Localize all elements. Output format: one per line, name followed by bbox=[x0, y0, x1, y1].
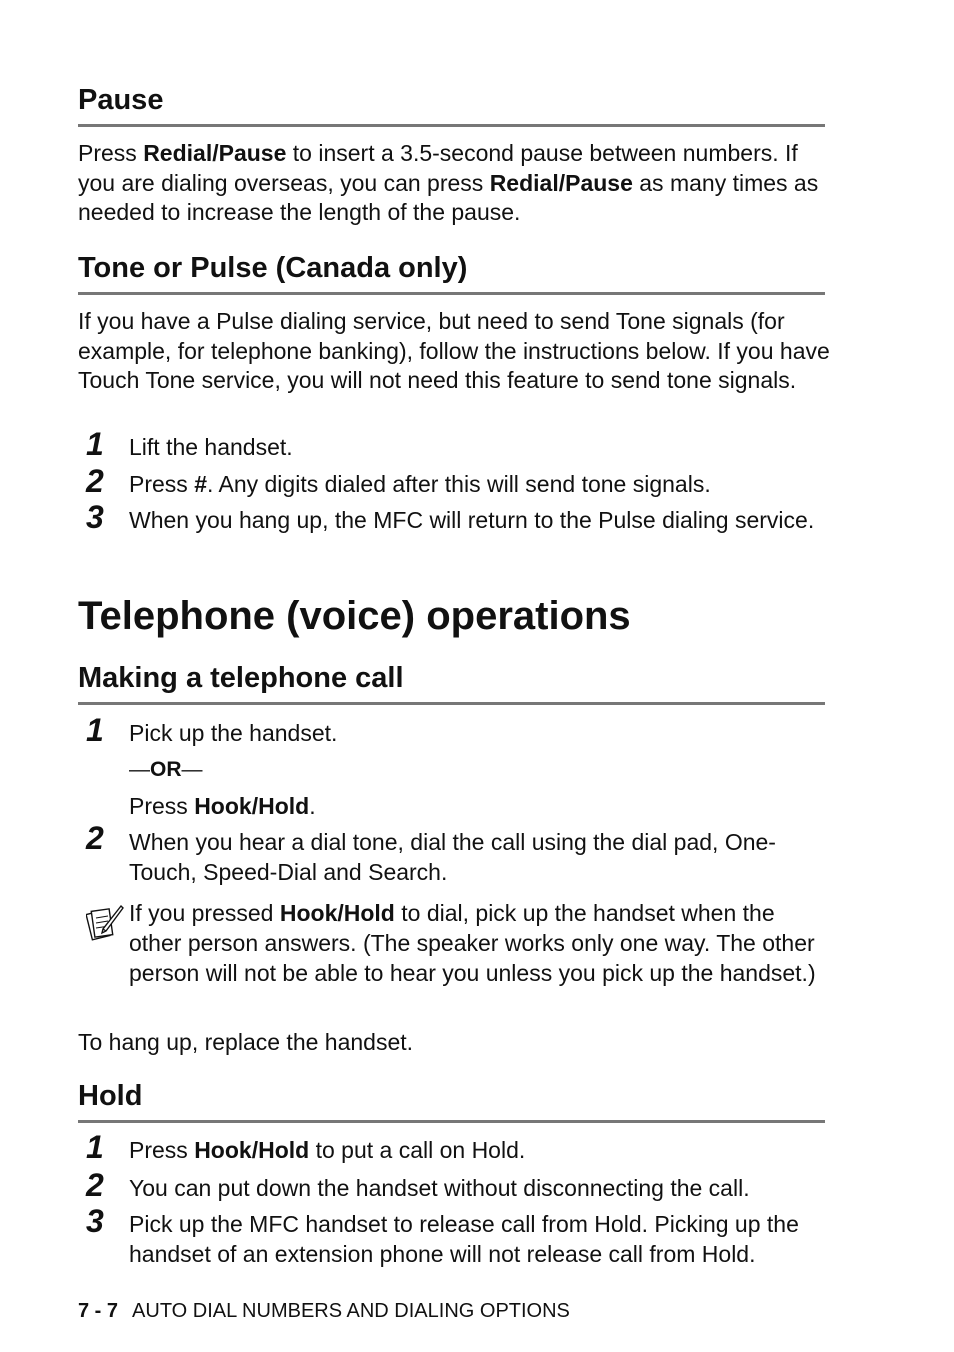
redial-pause-key: Redial/Pause bbox=[143, 140, 287, 166]
section-divider bbox=[78, 1120, 825, 1123]
step-number: 1 bbox=[86, 426, 104, 462]
step-number: 3 bbox=[86, 499, 104, 535]
hook-hold-key: Hook/Hold bbox=[194, 793, 310, 819]
section-divider bbox=[78, 124, 825, 127]
page-footer bbox=[78, 1300, 570, 1323]
tone-pulse-heading: Tone or Pulse (Canada only) bbox=[78, 252, 468, 284]
step-number: 1 bbox=[86, 712, 104, 748]
making-call-heading: Making a telephone call bbox=[78, 662, 404, 694]
step-text: Pick up the handset. bbox=[129, 720, 338, 746]
section-divider bbox=[78, 702, 825, 705]
section-divider bbox=[78, 292, 825, 295]
hold-heading: Hold bbox=[78, 1080, 143, 1112]
step-number: 1 bbox=[86, 1129, 104, 1165]
note-text: If you pressed Hook/Hold to dial, pick up the handset when the other person answers. (The speaker works only one way. The other person will not be able to hear you unless you pick up the handset.) bbox=[129, 900, 816, 986]
redial-pause-key: Redial/Pause bbox=[489, 169, 633, 196]
step-number: 3 bbox=[86, 1203, 104, 1239]
chapter-name: AUTO DIAL NUMBERS AND DIALING OPTIONS bbox=[132, 1300, 570, 1322]
step-number: 2 bbox=[86, 463, 104, 499]
hook-hold-key: Hook/Hold bbox=[194, 1137, 310, 1163]
step-text: When you hang up, the MFC will return to the Pulse dialing service. bbox=[129, 507, 815, 533]
step-text: When you hear a dial tone, dial the call using the dial pad, One-Touch, Speed-Dial and Search. bbox=[129, 829, 776, 885]
pause-paragraph: Press Redial/Pause to insert a 3.5-second pause between numbers. If you are dialing overseas, you can press Redial/Pause as many times as needed to increase the length of the pause. bbox=[78, 140, 819, 226]
step-text: Lift the handset. bbox=[129, 434, 293, 460]
step-text: Press #. Any digits dialed after this will send tone signals. bbox=[129, 471, 711, 497]
hang-up-text: To hang up, replace the handset. bbox=[78, 1029, 414, 1055]
step-text: Pick up the MFC handset to release call from Hold. Picking up the handset of an extension phone will not release call from Hold. bbox=[129, 1211, 799, 1267]
step-number: 2 bbox=[86, 1167, 104, 1203]
tone-intro-paragraph: If you have a Pulse dialing service, but need to send Tone signals (for example, for telephone banking), follow the instructions below. If you have Touch Tone service, you will not need this feature to send tone signals. bbox=[78, 308, 830, 394]
chapter-section-title: Telephone (voice) operations bbox=[78, 594, 631, 638]
or-separator: —OR— bbox=[129, 758, 203, 781]
step-text: Press Hook/Hold to put a call on Hold. bbox=[129, 1137, 526, 1163]
hash-key: # bbox=[194, 471, 207, 497]
step-text: You can put down the handset without disconnecting the call. bbox=[129, 1175, 750, 1201]
hook-hold-key: Hook/Hold bbox=[279, 900, 395, 926]
page-number: 7 - 7 bbox=[78, 1300, 119, 1322]
step-number: 2 bbox=[86, 820, 104, 856]
pause-heading: Pause bbox=[78, 84, 164, 116]
note-pencil-icon bbox=[86, 904, 124, 944]
step-text: Press Hook/Hold. bbox=[129, 793, 316, 819]
